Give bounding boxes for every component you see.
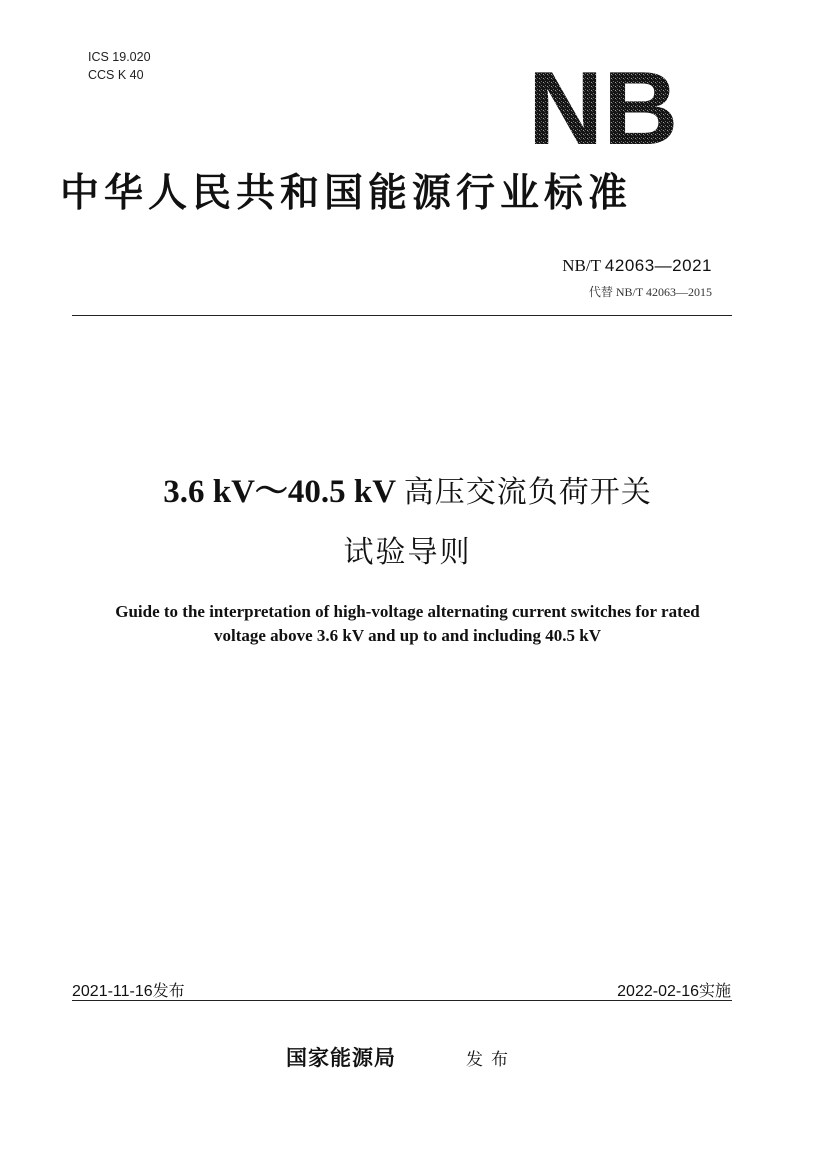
bottom-divider (72, 1000, 732, 1001)
issue-date: 2021-11-16发布 (72, 983, 185, 1000)
english-title (60, 600, 755, 648)
nb-logo-text: NB (528, 60, 678, 150)
title-cn-line-1: 高压交流负荷开关 (403, 475, 652, 510)
title-voltage-range: 3.6 kV～40.5 kV (163, 474, 396, 510)
ccs-code: CCS K 40 (88, 68, 144, 82)
nb-logo (528, 60, 678, 150)
english-title-line-2: voltage above 3.6 kV and up to and including 40.5 kV (213, 626, 601, 645)
ics-code: ICS 19.020 (88, 50, 151, 64)
title-cn-line-2: 试验导则 (343, 535, 472, 570)
standard-prefix: NB/T (562, 256, 601, 275)
title-line-1 (0, 465, 815, 512)
standard-number (562, 256, 712, 276)
classification-codes (88, 48, 151, 84)
english-title-line-1: Guide to the interpretation of high-voltage alternating current switches for rated (115, 602, 700, 621)
org-title: 中华人民共和国能源行业标准 (60, 170, 633, 216)
standard-code: 42063—2021 (604, 256, 712, 275)
top-divider (72, 315, 732, 316)
implementation-date: 2022-02-16实施 (617, 983, 731, 1000)
publisher-name: 国家能源局 (286, 1045, 396, 1070)
publish-label: 发布 (466, 1050, 516, 1070)
replaces-standard: 代替 NB/T 42063—2015 (588, 285, 712, 299)
